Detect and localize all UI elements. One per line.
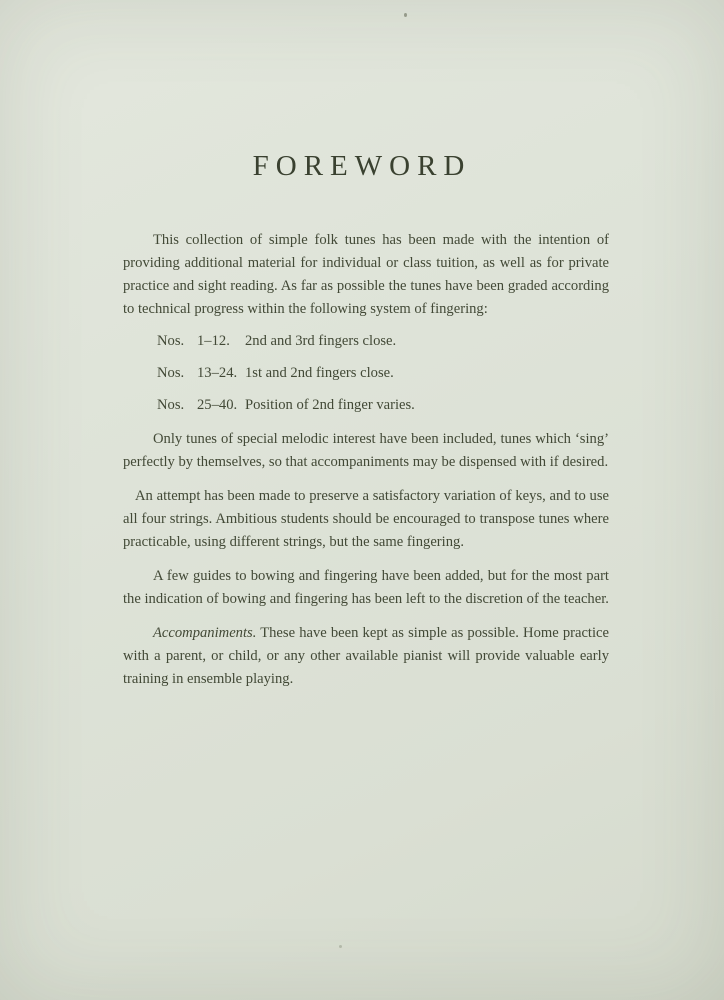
foreword-body xyxy=(123,229,609,691)
fingering-list-item xyxy=(157,362,609,385)
fingering-range: 13–24. xyxy=(197,365,238,381)
fingering-nos-label: Nos. xyxy=(157,333,185,349)
paragraph-intro: This collection of simple folk tunes has been made with the intention of providing additional material for individual or class tuition, as well as for private practice and sight reading. As far as possible the tunes have been graded according to technical progress within the following system of fingering: xyxy=(123,232,609,317)
fingering-list-item xyxy=(157,394,609,417)
page-title: FOREWORD xyxy=(252,150,472,182)
fingering-list xyxy=(157,330,609,417)
fingering-nos-label: Nos. xyxy=(157,397,185,413)
scan-speck-top xyxy=(404,13,407,17)
paragraph-melodic-interest: Only tunes of special melodic interest have been included, tunes which ‘sing’ perfectly by themselves, so that accompaniments may be dispensed with if desired. xyxy=(123,431,609,470)
accompaniments-text: These have been kept as simple as possible. Home practice with a parent, or child, or any other available pianist will provide valuable early training in ensemble playing. xyxy=(123,625,609,687)
fingering-description: 2nd and 3rd fingers close. xyxy=(245,333,397,349)
accompaniments-lead: Accompaniments. xyxy=(153,625,257,641)
fingering-description: 1st and 2nd fingers close. xyxy=(245,365,394,381)
fingering-description: Position of 2nd finger varies. xyxy=(245,397,415,413)
paragraph-bowing-fingering: A few guides to bowing and fingering have been added, but for the most part the indication of bowing and fingering has been left to the discretion of the teacher. xyxy=(123,568,609,607)
fingering-list-item xyxy=(157,330,609,353)
fingering-nos-label: Nos. xyxy=(157,365,185,381)
scan-speck-bottom xyxy=(339,945,342,948)
fingering-range: 25–40. xyxy=(197,397,238,413)
fingering-range: 1–12. xyxy=(197,333,230,349)
paragraph-keys-strings: An attempt has been made to preserve a satisfactory variation of keys, and to use all four strings. Ambitious students should be encouraged to transpose tunes where practicable, using different strings, but the same fingering. xyxy=(123,488,609,550)
paragraph-accompaniments xyxy=(123,622,609,691)
